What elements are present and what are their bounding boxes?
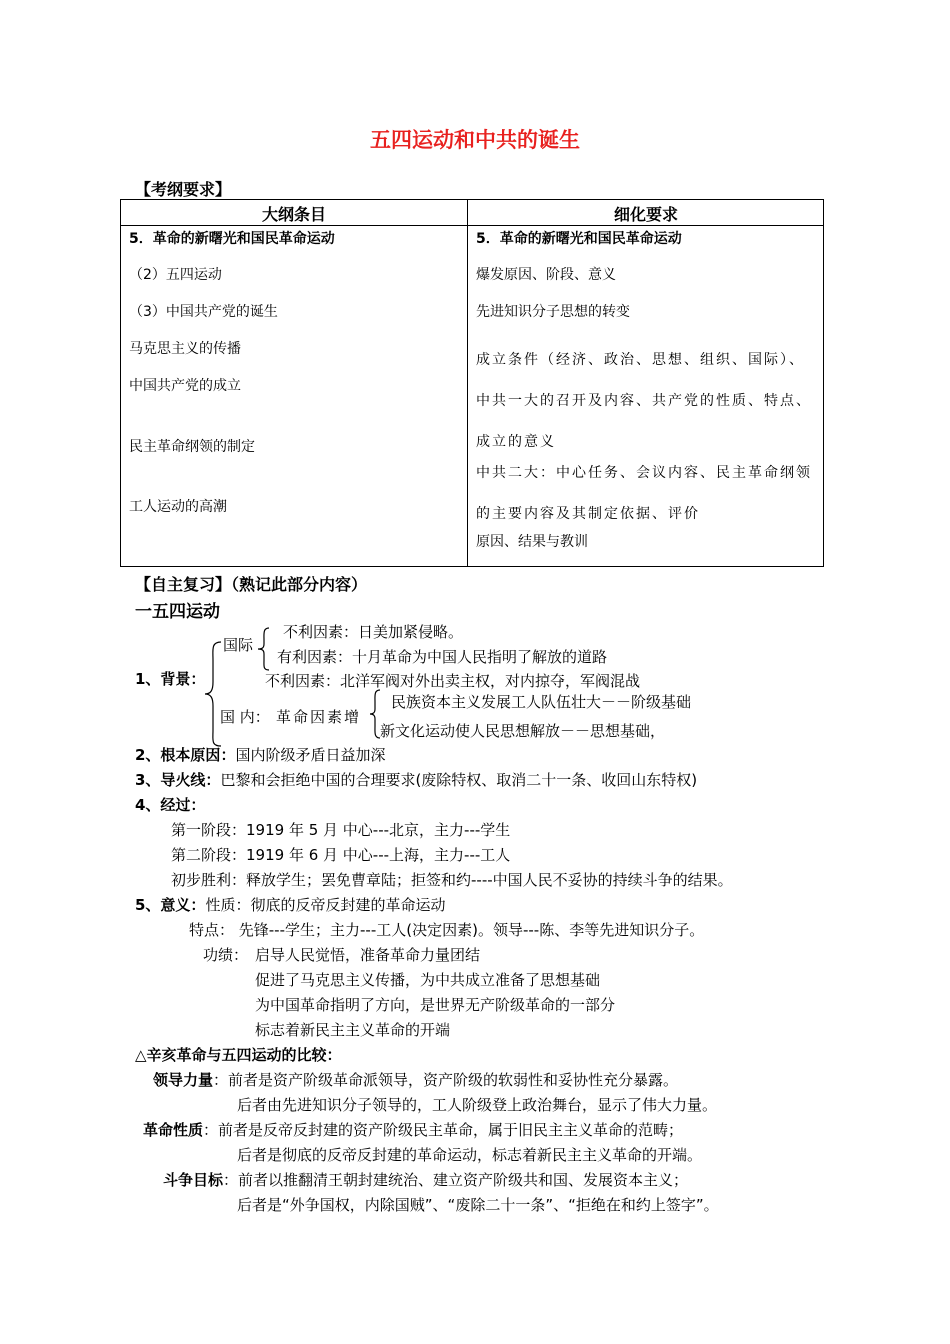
intl-favorable: 有利因素：十月革命为中国人民指明了解放的道路: [277, 648, 608, 666]
syllabus-heading: 【考纲要求】: [135, 180, 232, 199]
table-cell: 成立条件（经济、政治、思想、组织、国际）、中共一大的召开及内容、共产党的性质、特点、成立的意义: [476, 352, 812, 450]
table-header-rule: [121, 225, 823, 226]
table-cell: 民主革命纲领的制定: [129, 439, 255, 455]
process-stage-2: 第二阶段：1919 年 6 月 中心---上海，主力---工人: [171, 846, 511, 864]
merit-1: 启导人民觉悟，准备革命力量团结: [255, 946, 481, 964]
nature-text-2: 后者是彻底的反帝反封建的革命运动，标志着新民主主义革命的开端。: [237, 1146, 703, 1164]
domestic-factor-label: 革命因素增: [276, 708, 362, 726]
process-initial-victory: 初步胜利：释放学生；罢免曹章陆；拒签和约----中国人民不妥协的持续斗争的结果。: [171, 871, 733, 889]
goal-text-1: ：前者以推翻清王朝封建统治、建立资产阶级共和国、发展资本主义；: [223, 1171, 689, 1189]
table-divider: [467, 200, 468, 566]
table-cell: 爆发原因、阶段、意义: [476, 267, 616, 283]
merit-2: 促进了马克思主义传播，为中共成立准备了思想基础: [255, 971, 601, 989]
table-cell: （3）中国共产党的诞生: [129, 304, 278, 320]
leadership-text-2: 后者由先进知识分子领导的，工人阶级登上政治舞台，显示了伟大力量。: [237, 1096, 718, 1114]
review-heading: 【自主复习】（熟记此部分内容）: [135, 575, 368, 594]
table-cell: 马克思主义的传播: [129, 341, 241, 357]
process-stage-1: 第一阶段：1919 年 5 月 中心---北京，主力---学生: [171, 821, 511, 839]
domestic-factor-2: 新文化运动使人民思想解放－－思想基础，: [380, 722, 666, 740]
domestic-label: 国 内：: [220, 708, 270, 726]
page-title: 五四运动和中共的诞生: [370, 128, 580, 152]
goal-label: 斗争目标: [163, 1171, 224, 1189]
merit-3: 为中国革命指明了方向，是世界无产阶级革命的一部分: [255, 996, 616, 1014]
merit-4: 标志着新民主主义革命的开端: [255, 1021, 451, 1039]
merit-label: 功绩：: [203, 946, 249, 964]
table-header-details: 细化要求: [613, 205, 678, 224]
comparison-nature-1: [143, 1121, 683, 1139]
root-cause-text: 国内阶级矛盾日益加深: [235, 746, 386, 764]
domestic-factor-1: 民族资本主义发展工人队伍壮大－－阶级基础: [391, 693, 692, 711]
table-cell: 5．革命的新曙光和国民革命运动: [476, 231, 682, 247]
process-label: 4、经过：: [135, 796, 206, 814]
trigger-text: 巴黎和会拒绝中国的合理要求(废除特权、取消二十一条、收回山东特权): [220, 771, 698, 789]
root-cause-label: 2、根本原因：: [135, 746, 236, 764]
comparison-heading: △辛亥革命与五四运动的比较：: [135, 1046, 342, 1064]
comparison-goal-1: [163, 1171, 688, 1189]
table-cell: 中共二大：中心任务、会议内容、民主革命纲领的主要内容及其制定依据、评价: [476, 465, 812, 522]
background-brace: [203, 640, 225, 748]
nature-text-1: ：前者是反帝反封建的资产阶级民主革命，属于旧民主主义革命的范畴；: [203, 1121, 684, 1139]
part-one-heading: 一五四运动: [135, 602, 220, 622]
table-cell: 工人运动的高潮: [129, 499, 227, 515]
goal-text-2: 后者是“外争国权，内除国贼”、“废除二十一条”、“拒绝在和约上签字”。: [237, 1196, 719, 1214]
significance-row: [135, 896, 445, 914]
leadership-text-1: ：前者是资产阶级革命派领导，资产阶级的软弱性和妥协性充分暴露。: [213, 1071, 679, 1089]
significance-features: 特点： 先锋---学生；主力---工人(决定因素)。领导---陈、李等先进知识分子。: [189, 921, 705, 939]
requirements-table: [120, 199, 824, 567]
root-cause-row: [135, 746, 385, 764]
comparison-leadership-1: [153, 1071, 678, 1089]
table-header-outline: 大纲条目: [261, 205, 326, 224]
significance-nature: 性质：彻底的反帝反封建的革命运动: [205, 896, 446, 914]
table-cell: 5．革命的新曙光和国民革命运动: [129, 231, 335, 247]
nature-label: 革命性质: [143, 1121, 204, 1139]
trigger-row: [135, 771, 697, 789]
background-label: 1、背景：: [135, 670, 206, 688]
trigger-label: 3、导火线：: [135, 771, 221, 789]
intl-unfavorable: 不利因素：日美加紧侵略。: [283, 623, 464, 641]
table-cell: 中国共产党的成立: [129, 378, 241, 394]
significance-label: 5、意义：: [135, 896, 206, 914]
leadership-label: 领导力量: [153, 1071, 214, 1089]
table-cell: 原因、结果与教训: [476, 534, 588, 550]
table-cell: （2）五四运动: [129, 267, 222, 283]
intl-brace: [256, 626, 272, 672]
domestic-unfavorable: 不利因素：北洋军阀对外出卖主权，对内掠夺，军阀混战: [265, 672, 641, 690]
intl-label: 国际: [223, 636, 254, 654]
table-cell: 先进知识分子思想的转变: [476, 304, 630, 320]
